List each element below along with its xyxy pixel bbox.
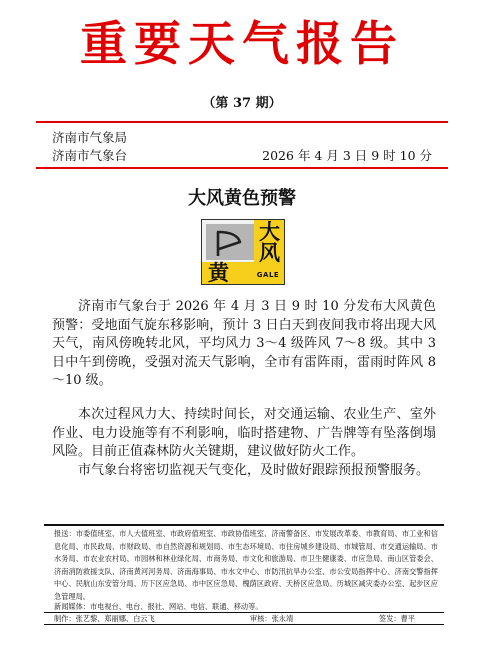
reviewer-name: 张永靖 (271, 614, 294, 623)
warning-title: 大风黄色预警 (188, 188, 296, 209)
maker-label: 制作： (54, 614, 76, 623)
header-divider-top (36, 121, 448, 123)
signal-char-huang: 黄 (208, 260, 229, 285)
signer-name: 曹平 (400, 614, 415, 623)
signal-code: GALE (256, 271, 280, 279)
signal-char-feng: 风 (259, 240, 280, 265)
impact-paragraph: 本次过程风力大、持续时间长，对交通运输、农业生产、室外作业、电力设施等有不利影响，临时搭建物、广告牌等有坠落倒塌风险。目前正值森林防火关键期，建议做好防火工作。 (52, 407, 436, 459)
signer-label: 签发： (379, 614, 401, 623)
maker-credit (54, 613, 155, 624)
distribution-list: 报送：市委值班室、市人大值班室、市政府值班室、市政协值班室、济南警备区、市发展改革委、市教育局、市工业和信息化局、市民政局、市财政局、市自然资源和规划局、市生态环境局、市住房城乡建设局、市城管局、市交通运输局、市水务局、市农业农村局、市园林和林业绿化局、市商务局、市文化和旅游局、市卫生健康委、市应急局、南山区管委会、济南消防救援支队、济南黄河河务局、济南海事局、市水文中心、市防汛抗旱办公室、市公安局指挥中心、济南交警指挥中心、民航山东安管分局、历下区应急局、市中区应急局、槐荫区政府、天桥区应急局、历城区减灾委办公室、起步区应急管理局。 (54, 529, 438, 601)
issue-number: （第 37 期） (202, 96, 282, 111)
signal-gray-panel (206, 224, 254, 260)
footer-divider-bottom (44, 624, 444, 625)
issuer-bureau: 济南市气象局 (52, 130, 128, 145)
news-media-list: 新闻媒体：市电视台、电台、报社、网站、电信、联通、移动等。 (54, 602, 263, 611)
issuer-line (52, 147, 432, 164)
report-masthead: 重要天气报告 (80, 17, 404, 72)
warning-paragraph: 济南市气象台于 2026 年 4 月 3 日 9 时 10 分发布大风黄色预警：受地面气旋东移影响，预计 3 日白天到夜间我市将出现大风天气，南风傍晚转北风，平均风力 3～4 级阵风 7～8 级。其中 3 日中午到傍晚，受强对流天气影响，全市有雷阵雨，雷雨时阵风 8～10 级。 (52, 299, 436, 388)
reviewer-credit (250, 613, 293, 624)
gale-yellow-signal-icon (201, 219, 285, 285)
footer-divider-top (44, 524, 444, 526)
signer-credit (379, 613, 415, 624)
reviewer-label: 审核： (250, 614, 272, 623)
signal-char-da: 大 (259, 219, 280, 244)
maker-names: 张艺黎、郑丽娜、白云飞 (75, 614, 155, 623)
header-divider-bottom (36, 167, 448, 169)
issuer-observatory: 济南市气象台 (52, 148, 128, 163)
service-paragraph: 市气象台将密切监视天气变化，及时做好跟踪预报预警服务。 (78, 463, 430, 478)
credits-line (54, 613, 438, 624)
issue-datetime: 2026 年 4 月 3 日 9 时 10 分 (262, 148, 432, 163)
